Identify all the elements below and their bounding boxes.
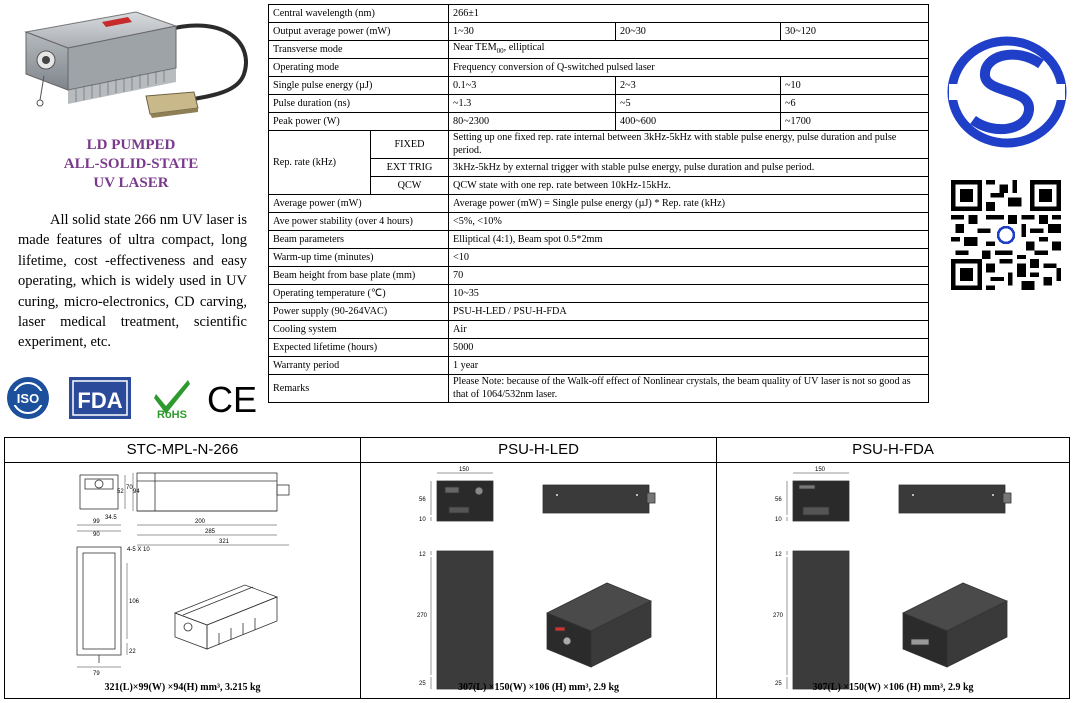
dim-label: 10 xyxy=(775,517,782,523)
spec-value: 0.1~3 xyxy=(449,77,616,95)
dim-label: 12 xyxy=(775,552,782,558)
spec-value: Air xyxy=(449,321,929,339)
spec-sublabel: QCW xyxy=(371,177,449,195)
dim-label: 106 xyxy=(129,599,140,605)
spec-row-operating-mode xyxy=(269,59,929,77)
rohs-logo-text: RoHS xyxy=(157,409,187,421)
spec-value: 2~3 xyxy=(616,77,781,95)
spec-value: ~1700 xyxy=(781,113,929,131)
spec-value: 266±1 xyxy=(449,5,929,23)
tem-text: Near TEM xyxy=(453,41,497,53)
dim-label: 94 xyxy=(133,489,140,495)
spec-label: Beam parameters xyxy=(269,231,449,249)
brand-logo xyxy=(949,38,1065,146)
spec-label: Operating mode xyxy=(269,59,449,77)
spec-value: 3kHz-5kHz by external trigger with stable pulse energy, pulse duration and pulse period. xyxy=(449,159,929,177)
drawing-panel-laser xyxy=(5,438,360,698)
drawing-panel-psu-led xyxy=(360,438,716,698)
spec-row-pulse-duration xyxy=(269,95,929,113)
ce-logo xyxy=(206,376,258,420)
spec-label: Pulse duration (ns) xyxy=(269,95,449,113)
spec-row-beam-parameters xyxy=(269,231,929,249)
dim-label: 270 xyxy=(773,613,784,619)
spec-label: Beam height from base plate (mm) xyxy=(269,267,449,285)
spec-value: Average power (mW) = Single pulse energy (µJ) * Rep. rate (kHz) xyxy=(449,195,929,213)
dim-label: 321 xyxy=(219,539,230,545)
dim-label: 22 xyxy=(129,649,136,655)
fda-logo-text: FDA xyxy=(77,388,123,413)
spec-value: ~1.3 xyxy=(449,95,616,113)
spec-label: Cooling system xyxy=(269,321,449,339)
dim-label: 99 xyxy=(93,519,100,525)
spec-row-transverse-mode xyxy=(269,41,929,59)
dim-label: 56 xyxy=(775,497,782,503)
spec-value: 5000 xyxy=(449,339,929,357)
spec-value: <10 xyxy=(449,249,929,267)
dim-label: 25 xyxy=(775,681,782,687)
spec-label: Power supply (90-264VAC) xyxy=(269,303,449,321)
drawing-caption: 307(L) ×150(W) ×106 (H) mm³, 2.9 kg xyxy=(457,682,620,693)
spec-row-power-supply xyxy=(269,303,929,321)
spec-row-central-wavelength xyxy=(269,5,929,23)
dim-label: 90 xyxy=(93,532,100,538)
spec-row-warranty xyxy=(269,357,929,375)
spec-row-cooling xyxy=(269,321,929,339)
spec-label: Average power (mW) xyxy=(269,195,449,213)
spec-row-warm-up xyxy=(269,249,929,267)
spec-value: <5%, <10% xyxy=(449,213,929,231)
spec-row-beam-height xyxy=(269,267,929,285)
product-heading xyxy=(10,136,252,193)
spec-value: 1~30 xyxy=(449,23,616,41)
iso-logo-text: ISO xyxy=(16,391,40,406)
spec-value: ~6 xyxy=(781,95,929,113)
spec-value: 20~30 xyxy=(616,23,781,41)
spec-row-average-power xyxy=(269,195,929,213)
laser-drawing xyxy=(5,463,360,681)
dim-label: 12 xyxy=(419,552,426,558)
spec-value: Please Note: because of the Walk-off effect of Nonlinear crystals, the beam quality of UV laser is not so good as that of 1064/532nm laser. xyxy=(449,375,929,403)
ce-logo-text: CE xyxy=(206,379,258,420)
spec-value: QCW state with one rep. rate between 10kHz-15kHz. xyxy=(449,177,929,195)
heading-line-1: LD PUMPED xyxy=(86,137,176,153)
dim-label: 79 xyxy=(93,671,100,677)
spec-value: ~10 xyxy=(781,77,929,95)
drawing-caption: 321(L)×99(W) ×94(H) mm³, 3.215 kg xyxy=(104,682,261,693)
dim-label: 4-5 X 10 xyxy=(127,547,150,553)
spec-row-single-pulse-energy xyxy=(269,77,929,95)
spec-label: Single pulse energy (µJ) xyxy=(269,77,449,95)
dim-label: 70 xyxy=(126,485,133,491)
spec-row-lifetime xyxy=(269,339,929,357)
dimension-drawings xyxy=(4,437,1070,699)
drawing-title: STC-MPL-N-266 xyxy=(5,438,360,463)
spec-table xyxy=(268,4,929,403)
drawing-caption: 307(L) ×150(W) ×106 (H) mm³, 2.9 kg xyxy=(812,682,974,693)
laser-product-photo xyxy=(16,4,256,132)
spec-value: 1 year xyxy=(449,357,929,375)
spec-row-operating-temp xyxy=(269,285,929,303)
psu-fda-drawing xyxy=(717,463,1070,687)
drawing-panel-psu-fda xyxy=(716,438,1069,698)
spec-label: Remarks xyxy=(269,375,449,403)
spec-value: ~5 xyxy=(616,95,781,113)
spec-label: Warranty period xyxy=(269,357,449,375)
spec-value: Setting up one fixed rep. rate internal between 3kHz-5kHz with stable pulse energy, pulse duration and pulse period. xyxy=(449,131,929,159)
rohs-logo xyxy=(150,376,194,420)
qr-code xyxy=(951,180,1061,290)
spec-value: PSU-H-LED / PSU-H-FDA xyxy=(449,303,929,321)
spec-label: Transverse mode xyxy=(269,41,449,59)
spec-value: 70 xyxy=(449,267,929,285)
spec-value: 80~2300 xyxy=(449,113,616,131)
spec-label: Ave power stability (over 4 hours) xyxy=(269,213,449,231)
spec-row-peak-power xyxy=(269,113,929,131)
spec-value xyxy=(449,41,929,59)
spec-value: Frequency conversion of Q-switched pulsed laser xyxy=(449,59,929,77)
spec-label: Expected lifetime (hours) xyxy=(269,339,449,357)
tem-subscript: 00 xyxy=(496,47,504,56)
spec-row-rep-rate-fixed xyxy=(269,131,929,159)
fda-logo xyxy=(68,376,132,420)
iso-logo xyxy=(6,376,50,420)
dim-label: 25 xyxy=(419,681,426,687)
psu-led-drawing xyxy=(361,463,717,687)
spec-row-remarks xyxy=(269,375,929,403)
spec-label: Peak power (W) xyxy=(269,113,449,131)
spec-sublabel: EXT TRIG xyxy=(371,159,449,177)
spec-value: Elliptical (4:1), Beam spot 0.5*2mm xyxy=(449,231,929,249)
dim-label: 150 xyxy=(459,467,470,473)
dim-label: 52 xyxy=(117,489,124,495)
spec-value: 10~35 xyxy=(449,285,929,303)
heading-line-3: UV LASER xyxy=(93,175,169,191)
dim-label: 34.5 xyxy=(105,515,117,521)
spec-row-output-power xyxy=(269,23,929,41)
dim-label: 270 xyxy=(417,613,428,619)
dim-label: 150 xyxy=(815,467,826,473)
product-description: All solid state 266 nm UV laser is made features of ultra compact, long lifetime, cost -effectiveness and easy operating, which is widely used in UV curing, micro-electronics, CD carving, laser medical treatment, scientific experiment, etc. xyxy=(18,212,247,351)
dim-label: 200 xyxy=(195,519,206,525)
spec-label: Operating temperature (℃) xyxy=(269,285,449,303)
spec-label: Rep. rate (kHz) xyxy=(269,131,371,195)
spec-label: Central wavelength (nm) xyxy=(269,5,449,23)
spec-row-power-stability xyxy=(269,213,929,231)
dim-label: 56 xyxy=(419,497,426,503)
drawing-title: PSU-H-LED xyxy=(361,438,716,463)
spec-value: 30~120 xyxy=(781,23,929,41)
dim-label: 10 xyxy=(419,517,426,523)
spec-value: 400~600 xyxy=(616,113,781,131)
spec-label: Warm-up time (minutes) xyxy=(269,249,449,267)
spec-sublabel: FIXED xyxy=(371,131,449,159)
tem-suffix: , elliptical xyxy=(503,41,545,53)
drawing-title: PSU-H-FDA xyxy=(717,438,1069,463)
spec-label: Output average power (mW) xyxy=(269,23,449,41)
heading-line-2: ALL-SOLID-STATE xyxy=(63,156,199,172)
dim-label: 285 xyxy=(205,529,216,535)
